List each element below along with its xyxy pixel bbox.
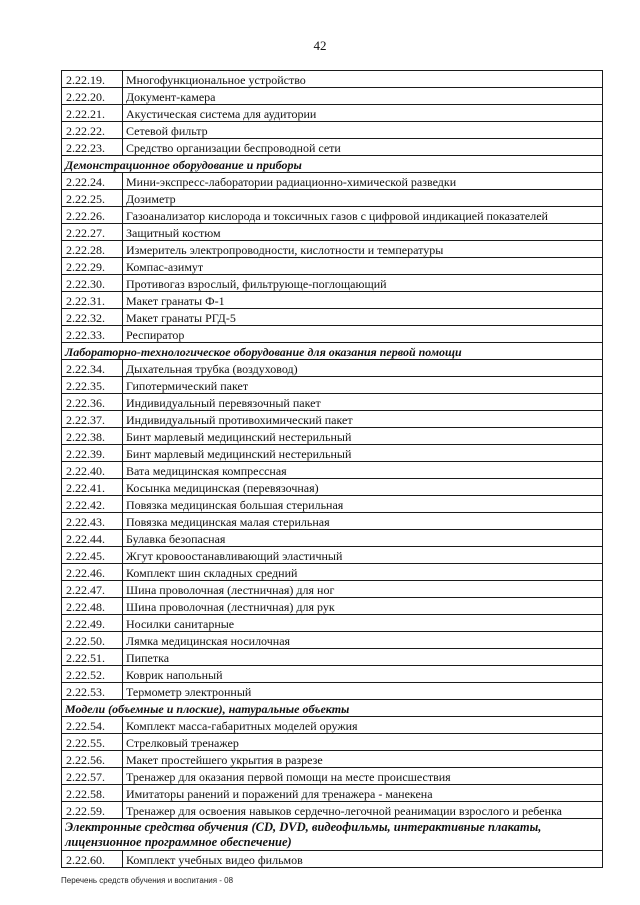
table-row (62, 190, 603, 207)
item-name: Стрелковый тренажер (123, 734, 603, 751)
item-name: Акустическая система для аудитории (123, 105, 603, 122)
item-number: 2.22.40. (62, 462, 123, 479)
item-name: Косынка медицинская (перевязочная) (123, 479, 603, 496)
item-name: Комплект учебных видео фильмов (123, 851, 603, 868)
table-row (62, 445, 603, 462)
item-name: Вата медицинская компрессная (123, 462, 603, 479)
item-number: 2.22.58. (62, 785, 123, 802)
item-name: Средство организации беспроводной сети (123, 139, 603, 156)
table-row (62, 292, 603, 309)
item-name: Газоанализатор кислорода и токсичных газов с цифровой индикацией показателей (123, 207, 603, 224)
item-name: Носилки санитарные (123, 615, 603, 632)
item-number: 2.22.49. (62, 615, 123, 632)
table-row (62, 851, 603, 868)
item-name: Тренажер для оказания первой помощи на месте происшествия (123, 768, 603, 785)
item-number: 2.22.56. (62, 751, 123, 768)
item-number: 2.22.22. (62, 122, 123, 139)
table-row (62, 530, 603, 547)
item-number: 2.22.35. (62, 377, 123, 394)
item-number: 2.22.38. (62, 428, 123, 445)
table-row (62, 513, 603, 530)
table-row (62, 632, 603, 649)
table-row (62, 496, 603, 513)
section-header-row (62, 343, 603, 360)
item-number: 2.22.36. (62, 394, 123, 411)
item-name: Макет гранаты РГД-5 (123, 309, 603, 326)
item-number: 2.22.51. (62, 649, 123, 666)
table-row (62, 615, 603, 632)
table-row (62, 785, 603, 802)
item-name: Комплект масса-габаритных моделей оружия (123, 717, 603, 734)
item-name: Многофункциональное устройство (123, 71, 603, 88)
item-name: Защитный костюм (123, 224, 603, 241)
table-row (62, 360, 603, 377)
equipment-table (61, 70, 603, 868)
item-name: Индивидуальный перевязочный пакет (123, 394, 603, 411)
table-row (62, 717, 603, 734)
item-name: Индивидуальный противохимический пакет (123, 411, 603, 428)
item-name: Мини-экспресс-лаборатории радиационно-химической разведки (123, 173, 603, 190)
table-row (62, 598, 603, 615)
table-row (62, 326, 603, 343)
item-name: Коврик напольный (123, 666, 603, 683)
item-name: Булавка безопасная (123, 530, 603, 547)
item-name: Имитаторы ранений и поражений для тренажера - манекена (123, 785, 603, 802)
section-title: Электронные средства обучения (CD, DVD, видеофильмы, интерактивные плакаты, лицензионное программное обеспечение) (62, 819, 603, 851)
item-number: 2.22.60. (62, 851, 123, 868)
table-row (62, 666, 603, 683)
section-header-row (62, 700, 603, 717)
page-number: 42 (313, 38, 327, 53)
section-header-row (62, 156, 603, 173)
item-name: Бинт марлевый медицинский нестерильный (123, 428, 603, 445)
item-number: 2.22.57. (62, 768, 123, 785)
table-row (62, 683, 603, 700)
table-row (62, 139, 603, 156)
table-row (62, 173, 603, 190)
table-row (62, 241, 603, 258)
item-number: 2.22.55. (62, 734, 123, 751)
item-number: 2.22.41. (62, 479, 123, 496)
item-name: Бинт марлевый медицинский нестерильный (123, 445, 603, 462)
item-name: Шина проволочная (лестничная) для ног (123, 581, 603, 598)
table-row (62, 428, 603, 445)
table-row (62, 462, 603, 479)
item-name: Тренажер для освоения навыков сердечно-легочной реанимации взрослого и ребенка (123, 802, 603, 819)
item-name: Повязка медицинская малая стерильная (123, 513, 603, 530)
item-number: 2.22.53. (62, 683, 123, 700)
table-row (62, 411, 603, 428)
item-number: 2.22.19. (62, 71, 123, 88)
item-name: Дыхательная трубка (воздуховод) (123, 360, 603, 377)
table-row (62, 71, 603, 88)
table-row (62, 207, 603, 224)
item-number: 2.22.28. (62, 241, 123, 258)
item-number: 2.22.23. (62, 139, 123, 156)
item-name: Документ-камера (123, 88, 603, 105)
section-title: Лабораторно-технологическое оборудование для оказания первой помощи (62, 343, 603, 360)
item-name: Респиратор (123, 326, 603, 343)
item-number: 2.22.37. (62, 411, 123, 428)
page-footer: Перечень средств обучения и воспитания - 08 (61, 876, 234, 885)
item-name: Противогаз взрослый, фильтрующе-поглощающий (123, 275, 603, 292)
table-row (62, 258, 603, 275)
item-name: Жгут кровоостанавливающий эластичный (123, 547, 603, 564)
table-row (62, 751, 603, 768)
item-number: 2.22.34. (62, 360, 123, 377)
section-title: Модели (объемные и плоские), натуральные объекты (62, 700, 603, 717)
item-number: 2.22.39. (62, 445, 123, 462)
item-number: 2.22.32. (62, 309, 123, 326)
table-row (62, 309, 603, 326)
item-name: Лямка медицинская носилочная (123, 632, 603, 649)
item-number: 2.22.50. (62, 632, 123, 649)
item-number: 2.22.48. (62, 598, 123, 615)
item-number: 2.22.43. (62, 513, 123, 530)
item-number: 2.22.25. (62, 190, 123, 207)
item-name: Макет простейшего укрытия в разрезе (123, 751, 603, 768)
item-number: 2.22.24. (62, 173, 123, 190)
item-name: Повязка медицинская большая стерильная (123, 496, 603, 513)
table-row (62, 88, 603, 105)
item-name: Компас-азимут (123, 258, 603, 275)
item-name: Термометр электронный (123, 683, 603, 700)
equipment-table-body (62, 71, 603, 868)
item-name: Гипотермический пакет (123, 377, 603, 394)
item-name: Дозиметр (123, 190, 603, 207)
item-number: 2.22.30. (62, 275, 123, 292)
item-number: 2.22.52. (62, 666, 123, 683)
item-number: 2.22.46. (62, 564, 123, 581)
item-name: Измеритель электропроводности, кислотности и температуры (123, 241, 603, 258)
table-row (62, 394, 603, 411)
table-row (62, 581, 603, 598)
item-number: 2.22.29. (62, 258, 123, 275)
table-row (62, 564, 603, 581)
table-row (62, 275, 603, 292)
table-row (62, 224, 603, 241)
item-name: Макет гранаты Ф-1 (123, 292, 603, 309)
item-number: 2.22.21. (62, 105, 123, 122)
item-name: Пипетка (123, 649, 603, 666)
table-row (62, 479, 603, 496)
item-number: 2.22.20. (62, 88, 123, 105)
table-row (62, 105, 603, 122)
item-number: 2.22.42. (62, 496, 123, 513)
table-row (62, 122, 603, 139)
item-number: 2.22.31. (62, 292, 123, 309)
item-name: Комплект шин складных средний (123, 564, 603, 581)
section-title: Демонстрационное оборудование и приборы (62, 156, 603, 173)
item-number: 2.22.54. (62, 717, 123, 734)
table-row (62, 768, 603, 785)
item-number: 2.22.59. (62, 802, 123, 819)
item-name: Сетевой фильтр (123, 122, 603, 139)
item-number: 2.22.33. (62, 326, 123, 343)
item-number: 2.22.44. (62, 530, 123, 547)
table-row (62, 377, 603, 394)
item-number: 2.22.26. (62, 207, 123, 224)
table-row (62, 802, 603, 819)
section-header-row (62, 819, 603, 851)
table-row (62, 734, 603, 751)
table-row (62, 547, 603, 564)
item-number: 2.22.45. (62, 547, 123, 564)
item-number: 2.22.27. (62, 224, 123, 241)
item-name: Шина проволочная (лестничная) для рук (123, 598, 603, 615)
table-row (62, 649, 603, 666)
item-number: 2.22.47. (62, 581, 123, 598)
